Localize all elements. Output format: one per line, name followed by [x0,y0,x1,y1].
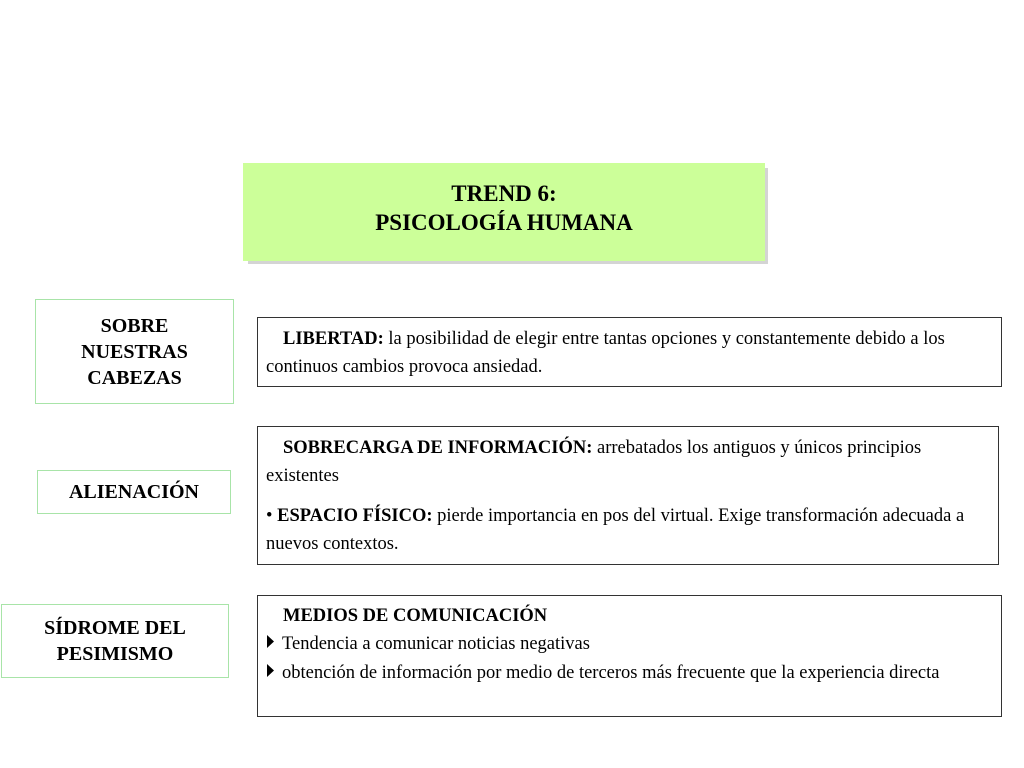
sobrecarga-text: arrebatados los antiguos y únicos principios existentes [266,438,922,486]
slide-title [243,163,765,261]
title-line-2: PSICOLOGÍA HUMANA [375,210,633,235]
category-sindrome-pesimismo [1,604,229,678]
category-alienacion [37,470,231,514]
arrowhead-right-icon [266,660,282,688]
category-sobre-nuestras-cabezas [35,299,234,404]
medios-heading-line [266,602,993,630]
category-line: SOBRE [100,314,169,337]
category-line: NUESTRAS [81,340,188,363]
libertad-paragraph [266,325,993,381]
bullet-icon: • [266,506,273,526]
libertad-text: la posibilidad de elegir entre tantas opciones y constantemente debido a los continuos cambios provoca ansiedad. [266,329,945,377]
arrowhead-right-icon [266,631,282,659]
category-line: ALIENACIÓN [68,481,200,503]
libertad-term: LIBERTAD: [283,329,384,349]
medios-heading: MEDIOS DE COMUNICACIÓN [283,606,548,626]
sobrecarga-paragraph [266,434,990,490]
title-line-1: TREND 6: [451,181,557,206]
medios-item-text: Tendencia a comunicar noticias negativas [282,634,590,654]
espacio-text: pierde importancia en pos del virtual. Exige transformación adecuada a nuevos contextos. [266,506,965,554]
medios-item [266,659,993,688]
box-sobrecarga [257,426,999,565]
category-line: PESIMISMO [56,643,174,665]
category-line: CABEZAS [87,366,182,389]
medios-item [266,630,993,659]
espacio-term: ESPACIO FÍSICO: [277,506,433,526]
sobrecarga-term: SOBRECARGA DE INFORMACIÓN: [283,438,593,458]
espacio-paragraph [266,502,990,558]
box-medios [257,595,1002,717]
box-libertad [257,317,1002,387]
medios-item-text: obtención de información por medio de terceros más frecuente que la experiencia directa [282,663,940,683]
category-line: SÍDROME DEL [44,617,186,639]
